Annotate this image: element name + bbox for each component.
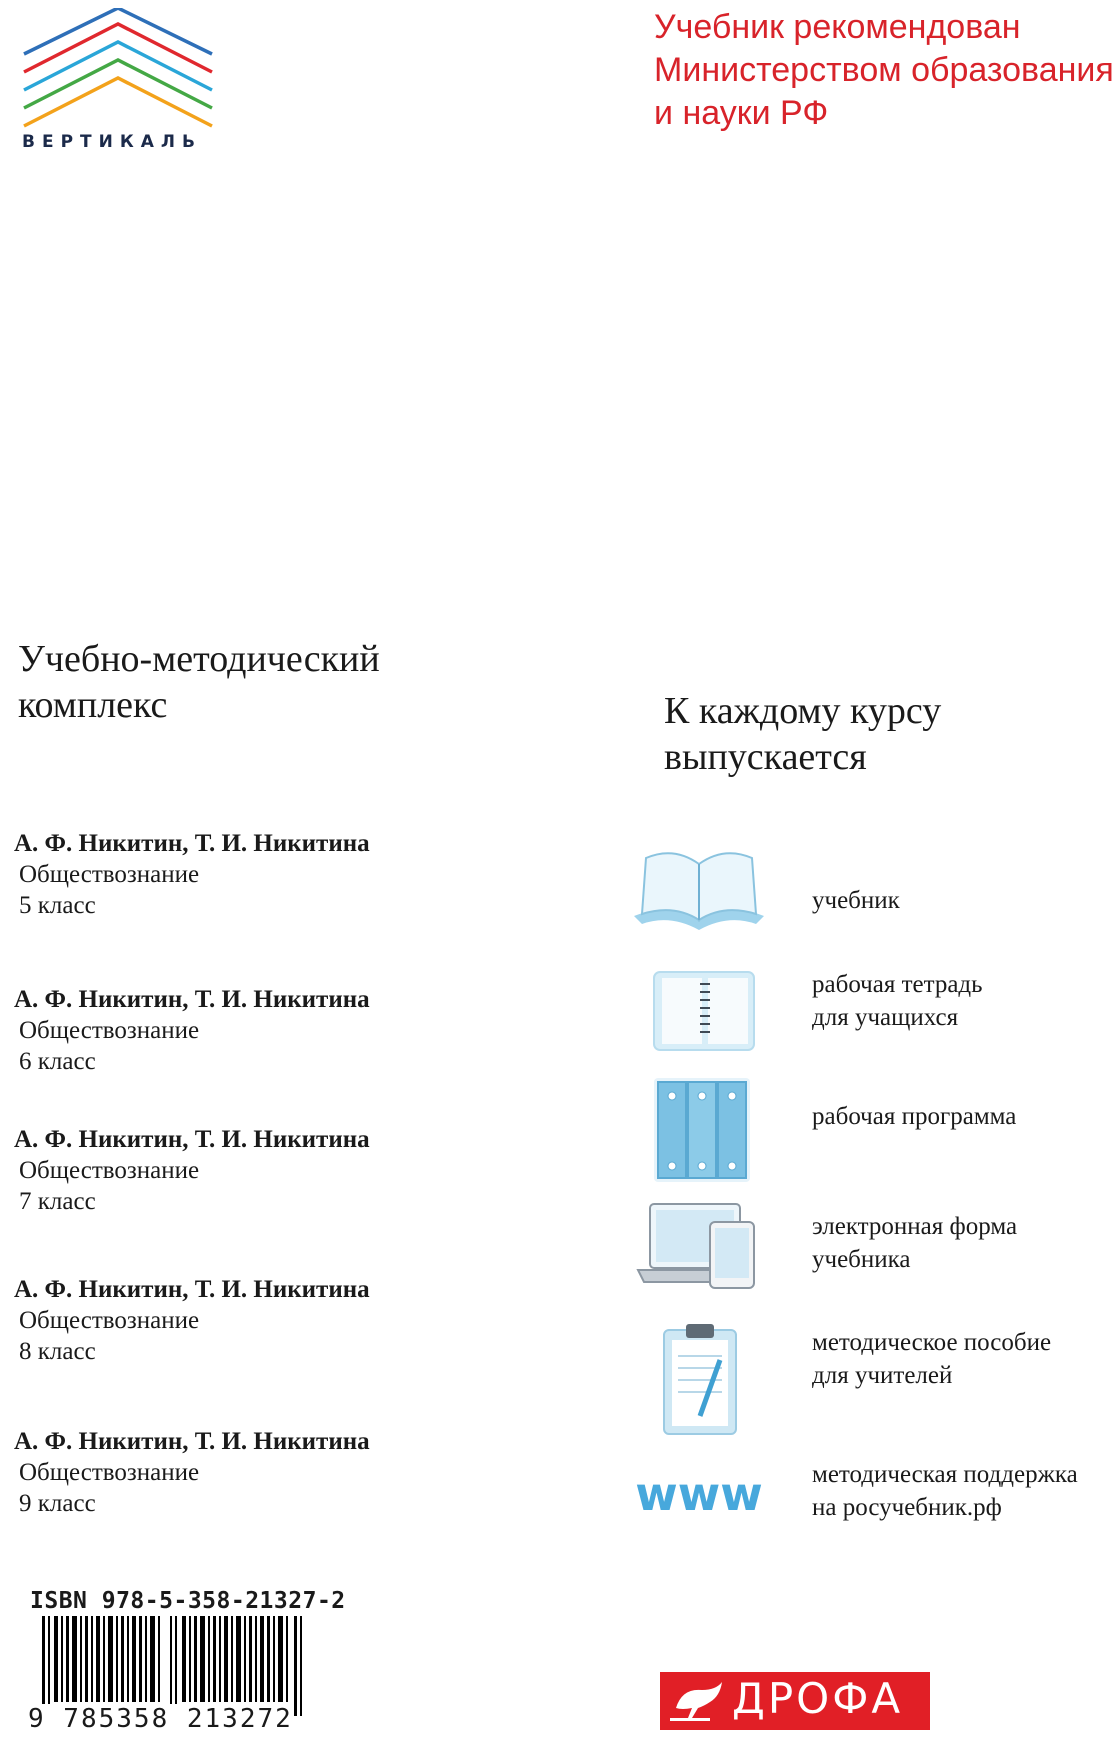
barcode-icon: [30, 1616, 326, 1716]
laptop-tablet-icon: [628, 1196, 770, 1314]
book-entry: [14, 1274, 434, 1367]
recommendation-text: Учебник рекомендован Министерством образования и науки РФ: [654, 8, 1114, 132]
binders-icon: [628, 1074, 770, 1192]
course-item-label: методическая поддержка на росучебник.рф: [812, 1461, 1078, 1521]
book-subject: Обществознание: [19, 1459, 200, 1486]
book-entry: [14, 1124, 434, 1217]
book-authors: А. Ф. Никитин, Т. И. Никитина: [14, 986, 370, 1013]
book-authors: А. Ф. Никитин, Т. И. Никитина: [14, 1126, 370, 1153]
book-entry: [14, 984, 434, 1077]
svg-text:www: www: [635, 1467, 763, 1521]
umk-title: Учебно-методический комплекс: [18, 638, 380, 726]
book-grade: 8 класс: [19, 1338, 96, 1365]
publisher-name: ДРОФА: [732, 1674, 904, 1723]
workbook-icon: [628, 958, 770, 1076]
isbn-text: ISBN 978-5-358-21327-2: [30, 1588, 346, 1614]
clipboard-icon: [628, 1320, 770, 1438]
book-subject: Обществознание: [19, 1157, 200, 1184]
barcode-digits: 9 785358 213272: [28, 1704, 293, 1734]
book-entry: [14, 828, 434, 921]
course-item-label: электронная форма учебника: [812, 1213, 1018, 1273]
book-subject: Обществознание: [19, 1307, 200, 1334]
publisher-logo: [660, 1672, 930, 1730]
www-icon: [628, 1440, 770, 1558]
course-materials-title: К каждому курсу выпускается: [664, 690, 942, 778]
book-grade: 9 класс: [19, 1490, 96, 1517]
book-grade: 7 класс: [19, 1188, 96, 1215]
book-authors: А. Ф. Никитин, Т. И. Никитина: [14, 1276, 370, 1303]
book-authors: А. Ф. Никитин, Т. И. Никитина: [14, 830, 370, 857]
book-entry: [14, 1426, 434, 1519]
book-subject: Обществознание: [19, 861, 200, 888]
book-grade: 5 класс: [19, 892, 96, 919]
bird-icon: [668, 1678, 728, 1724]
book-grade: 6 класс: [19, 1048, 96, 1075]
course-item-label: рабочая программа: [812, 1103, 1017, 1130]
book-subject: Обществознание: [19, 1017, 200, 1044]
course-item-label: рабочая тетрадь для учащихся: [812, 971, 983, 1031]
course-item-label: методическое пособие для учителей: [812, 1329, 1052, 1389]
open-book-icon: [628, 838, 770, 956]
book-authors: А. Ф. Никитин, Т. И. Никитина: [14, 1428, 370, 1455]
logo-wordmark: ВЕРТИКАЛЬ: [22, 132, 202, 152]
course-item-label: учебник: [812, 887, 900, 914]
